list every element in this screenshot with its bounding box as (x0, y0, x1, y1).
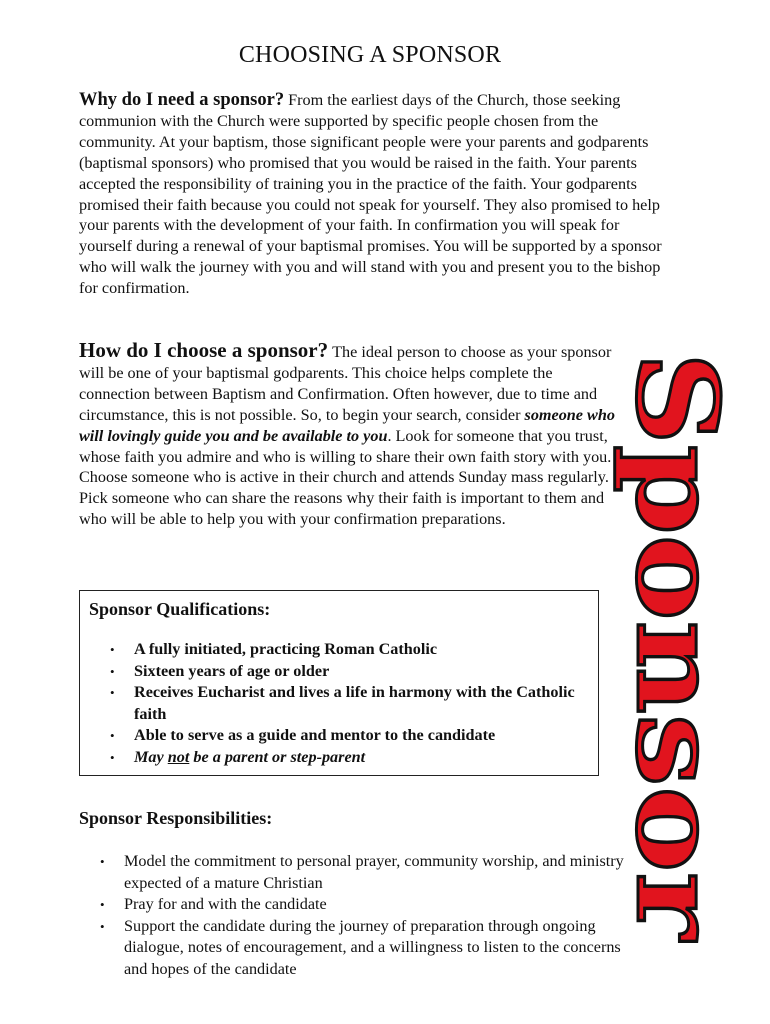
responsibilities-heading: Sponsor Responsibilities: (79, 808, 273, 828)
bullet-icon: • (110, 685, 115, 701)
bullet-icon: • (100, 854, 105, 869)
sponsor-logo-text: Sponsor (611, 352, 742, 865)
qualifications-list (110, 639, 580, 769)
bullet-icon: • (110, 642, 115, 657)
list-item (110, 725, 580, 747)
page-title: CHOOSING A SPONSOR (238, 42, 502, 68)
list-item (110, 682, 580, 725)
list-item (100, 894, 640, 916)
choose-emphasis: someone who will lovingly guide you and be available to you (79, 405, 615, 445)
bullet-icon: • (100, 897, 105, 913)
choose-body-a: The ideal person to choose as your sponsor will be one of your baptismal godparents. This choice helps complete the connection between Baptism and Confirmation. Often however, due to time and circumstance, this is not possible. So, to begin your search, consider (79, 343, 612, 424)
intro-body: From the earliest days of the Church, those seeking communion with the Church were supported by specific people chosen from the community. At your baptism, those significant people were your parents and godparents (baptismal sponsors) who promised that you would be raised in the faith. Your parents accepted the responsibility of training you in the practice of the faith. Your godparents promised their faith because you could not speak for yourself. They also promised to help your parents with the development of your faith. In confirmation you will speak for yourself during a renewal of your baptismal promises. You will be supported by a sponsor who will walk the journey with you and will stand with you and present you to the bishop for confirmation. (79, 91, 662, 298)
list-item-text (134, 748, 365, 766)
sponsor-logo (608, 346, 742, 946)
qualifications-heading: Sponsor Qualifications: (89, 599, 271, 619)
list-item-text: Pray for and with the candidate (124, 895, 327, 914)
qualifications-box (79, 590, 599, 776)
choose-paragraph (79, 340, 619, 530)
list-item-text: Support the candidate during the journey of preparation through ongoing dialogue, notes of encouragement, and a willingness to listen to the concerns and hopes of the candidate (124, 916, 621, 978)
list-item-text-underlined: not (167, 747, 190, 766)
responsibilities-list (100, 851, 640, 981)
list-item-text: Receives Eucharist and lives a life in harmony with the Catholic faith (134, 683, 575, 723)
bullet-icon: • (110, 749, 115, 765)
list-item-text: A fully initiated, practicing Roman Catholic (134, 640, 438, 658)
list-item-text-before: May (134, 747, 168, 766)
bullet-icon: • (100, 918, 105, 934)
list-item-text: Able to serve as a guide and mentor to the candidate (134, 726, 496, 745)
choose-body-b: . Look for someone that you trust, whose faith you admire and who is willing to share their own faith story with you. Choose someone who is active in their church and attends Sunday mass regularly. Pick someone who can share the reasons why their faith is important to them and who will be able to help you with your confirmation preparations. (79, 426, 612, 529)
choose-question: How do I choose a sponsor? (79, 338, 329, 362)
list-item-text-after: be a parent or step-parent (189, 747, 366, 766)
list-item (100, 851, 640, 894)
list-item (110, 747, 580, 769)
list-item-text: Sixteen years of age or older (134, 661, 330, 680)
intro-question: Why do I need a sponsor? (79, 90, 285, 110)
bullet-icon: • (110, 728, 115, 744)
list-item-text: Model the commitment to personal prayer, community worship, and ministry expected of a mature Christian (124, 852, 624, 892)
list-item (100, 916, 640, 981)
bullet-icon: • (110, 663, 115, 679)
list-item (110, 639, 580, 661)
intro-paragraph (79, 90, 669, 299)
list-item (110, 661, 580, 683)
